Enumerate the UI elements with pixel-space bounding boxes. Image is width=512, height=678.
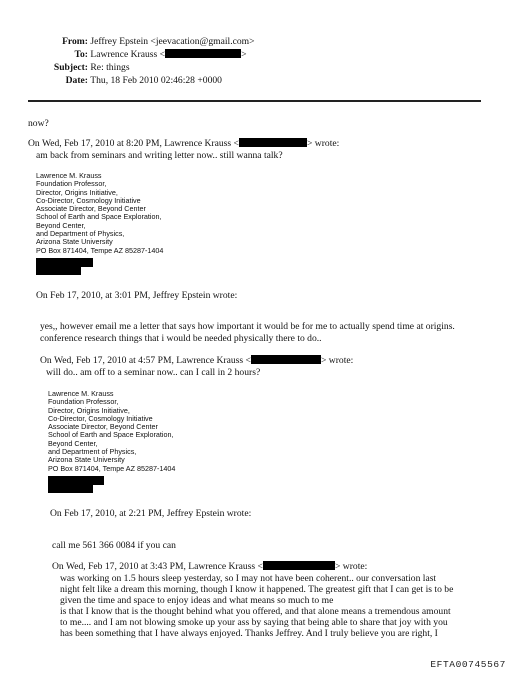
quote-text-line: to me.... and I am not blowing smoke up your ass by saying that being able to share that joy with you — [60, 617, 448, 628]
quote-intro-5-suffix: > wrote: — [334, 561, 368, 572]
signature-line: Associate Director, Beyond Center — [36, 204, 146, 214]
redaction-box — [48, 485, 93, 493]
quote-text-2-line1: yes,, however email me a letter that says how important it would be for me to actually spend time at origins. — [40, 321, 455, 332]
quote-text-line: night felt like a dream this morning, though I know it happened. The greatest gift that I can get is to be — [60, 584, 454, 595]
redaction-box — [36, 267, 81, 275]
from-label: From: — [62, 36, 88, 47]
from-value: Jeffrey Epstein <jeevacation@gmail.com> — [90, 36, 255, 47]
subject-value: Re: things — [90, 62, 130, 73]
quote-text-3: will do.. am off to a seminar now.. can I call in 2 hours? — [46, 367, 261, 378]
quote-text-4: call me 561 366 0084 if you can — [52, 540, 176, 551]
quote-intro-5-prefix: On Wed, Feb 17, 2010 at 3:43 PM, Lawrence Krauss < — [52, 561, 263, 572]
signature-line: Foundation Professor, — [48, 397, 119, 407]
header-divider — [28, 100, 481, 102]
header-from-row — [30, 36, 255, 47]
signature-line: Beyond Center, — [48, 438, 98, 448]
signature-line: Arizona State University — [36, 237, 113, 247]
signature-line: Foundation Professor, — [36, 179, 107, 189]
signature-line: and Department of Physics, — [48, 447, 137, 457]
signature-line: Lawrence M. Krauss — [48, 389, 114, 398]
quote-text-line: given the time and space to enjoy ideas and what means so much to me — [60, 595, 334, 606]
quote-text-line: has been something that I have always enjoyed. Thanks Jeffrey. And I truly believe you are right, I — [60, 628, 438, 639]
to-value-suffix: > — [241, 49, 247, 60]
redaction-box — [263, 561, 335, 570]
header-date-row — [30, 75, 222, 86]
date-label: Date: — [65, 75, 88, 86]
document-id: EFTA00745567 — [430, 659, 506, 670]
quote-text-2-line2: conference research things that i would be needed physically there to do.. — [40, 333, 322, 344]
signature-line: PO Box 871404, Tempe AZ 85287-1404 — [36, 245, 164, 255]
quote-intro-3-suffix: > wrote: — [320, 355, 354, 366]
to-value-prefix: Lawrence Krauss < — [90, 49, 166, 60]
date-value: Thu, 18 Feb 2010 02:46:28 +0000 — [90, 75, 222, 86]
signature-line: and Department of Physics, — [36, 229, 125, 239]
quote-intro-1 — [28, 138, 339, 149]
to-label: To: — [74, 49, 88, 60]
signature-line: PO Box 871404, Tempe AZ 85287-1404 — [48, 463, 176, 473]
quote-text-5 — [60, 573, 453, 639]
subject-label: Subject: — [53, 62, 88, 73]
redaction-box — [239, 138, 307, 147]
quote-text-1: am back from seminars and writing letter now.. still wanna talk? — [36, 150, 283, 161]
signature-line: Co-Director, Cosmology Initiative — [36, 195, 141, 205]
quote-text-line: was working on 1.5 hours sleep yesterday, so I may not have been coherent.. our conversation last — [60, 573, 437, 584]
quote-intro-4: On Feb 17, 2010, at 2:21 PM, Jeffrey Epstein wrote: — [50, 508, 252, 519]
signature-line: School of Earth and Space Exploration, — [36, 212, 162, 222]
quote-intro-1-prefix: On Wed, Feb 17, 2010 at 8:20 PM, Lawrence Krauss < — [28, 138, 239, 149]
signature-line: School of Earth and Space Exploration, — [48, 430, 174, 440]
quote-text-line: is that I know that is the thought behind what you offered, and that alone means a tremendous amount — [60, 606, 451, 617]
signature-line: Director, Origins Initiative, — [48, 405, 130, 415]
quote-intro-3-prefix: On Wed, Feb 17, 2010 at 4:57 PM, Lawrence Krauss < — [40, 355, 251, 366]
reply-text: now? — [28, 118, 49, 129]
quote-intro-5 — [52, 561, 367, 572]
redaction-box — [36, 258, 93, 267]
quote-intro-2: On Feb 17, 2010, at 3:01 PM, Jeffrey Epstein wrote: — [36, 290, 238, 301]
redaction-box — [251, 355, 321, 364]
signature-line: Arizona State University — [48, 455, 125, 465]
header-subject-row — [30, 62, 130, 73]
signature-block-2 — [48, 390, 175, 473]
signature-block-1 — [36, 172, 163, 255]
signature-line: Co-Director, Cosmology Initiative — [48, 413, 153, 423]
signature-line: Director, Origins Initiative, — [36, 187, 118, 197]
signature-line: Lawrence M. Krauss — [36, 171, 102, 180]
redaction-box — [48, 476, 104, 485]
header-to-row — [30, 49, 247, 60]
quote-intro-1-suffix: > wrote: — [306, 138, 340, 149]
signature-line: Beyond Center, — [36, 220, 86, 230]
signature-line: Associate Director, Beyond Center — [48, 422, 158, 432]
quote-intro-3 — [40, 355, 353, 366]
redaction-box — [165, 49, 241, 58]
